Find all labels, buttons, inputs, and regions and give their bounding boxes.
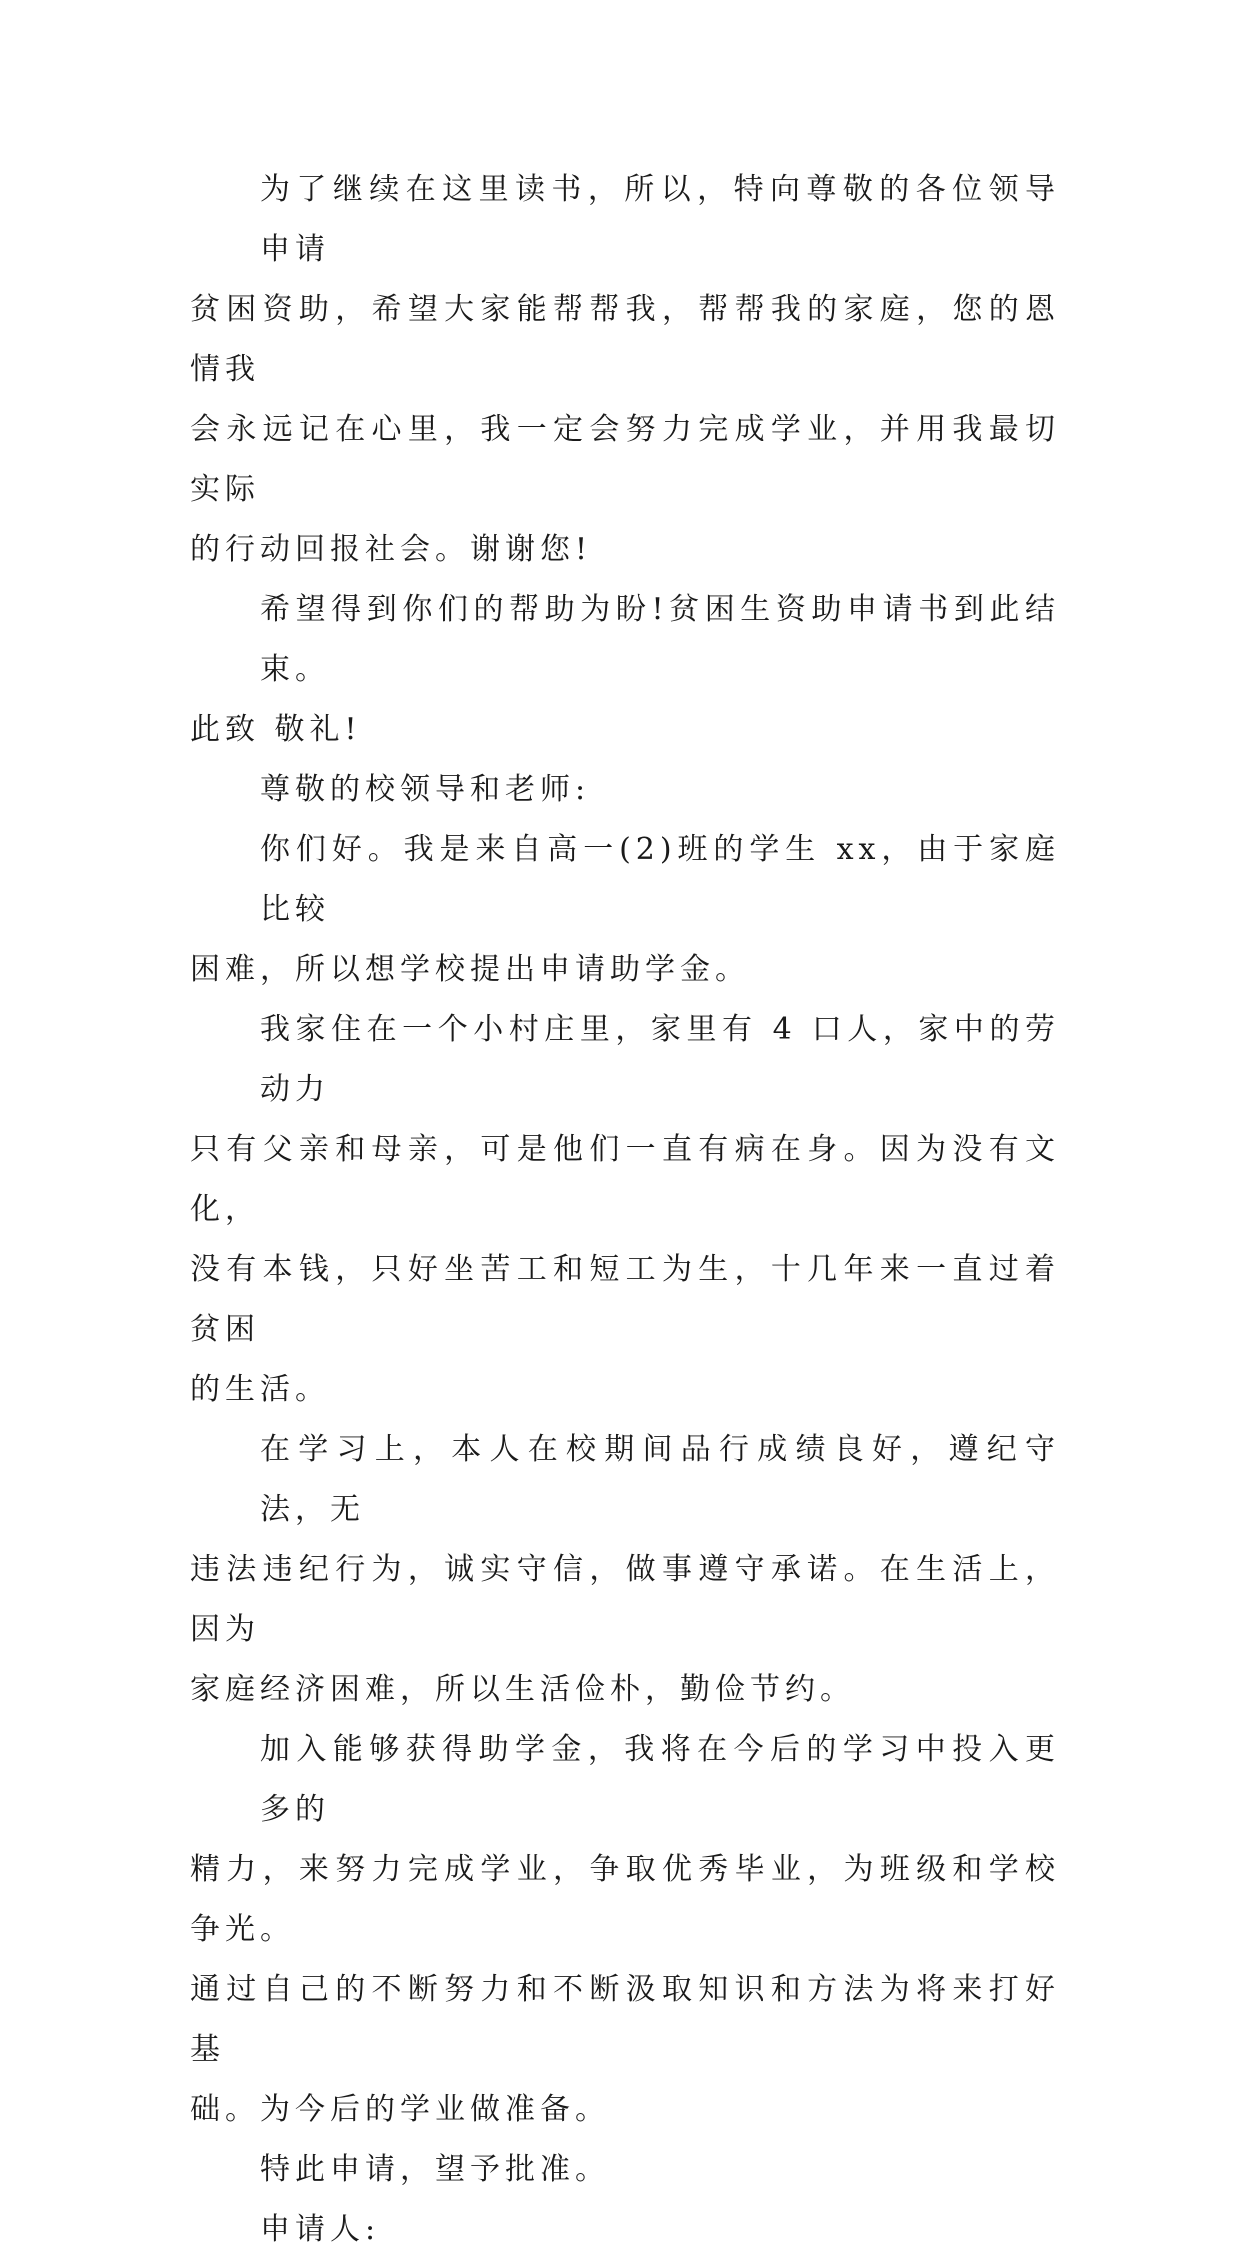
text-line: 只有父亲和母亲，可是他们一直有病在身。因为没有文化，: [190, 1132, 1060, 1227]
closing-request: [190, 2140, 1060, 2200]
text-line: 特此申请，望予批准。: [260, 2152, 610, 2187]
paragraph-1: [190, 160, 1060, 580]
paragraph-intro: [190, 820, 1060, 1000]
text-line: 贫困资助，希望大家能帮帮我，帮帮我的家庭，您的恩情我: [190, 292, 1060, 387]
paragraph-family: [190, 1000, 1060, 1420]
text-line: 希望得到你们的帮助为盼!贫困生资助申请书到此结束。: [260, 592, 1060, 687]
text-line: 通过自己的不断努力和不断汲取知识和方法为将来打好基: [190, 1972, 1060, 2067]
paragraph-study: [190, 1420, 1060, 1720]
paragraph-plan: [190, 1720, 1060, 2140]
text-line: 违法违纪行为，诚实守信，做事遵守承诺。在生活上，因为: [190, 1552, 1060, 1647]
salutation: [190, 760, 1060, 820]
text-line: 为了继续在这里读书，所以，特向尊敬的各位领导申请: [260, 172, 1060, 267]
text-line: 础。为今后的学业做准备。: [190, 2092, 610, 2127]
text-line: 家庭经济困难，所以生活俭朴，勤俭节约。: [190, 1672, 855, 1707]
text-line: 你们好。我是来自高一(2)班的学生 xx，由于家庭比较: [260, 832, 1060, 927]
text-line: 困难，所以想学校提出申请助学金。: [190, 952, 750, 987]
text-line: 没有本钱，只好坐苦工和短工为生，十几年来一直过着贫困: [190, 1252, 1060, 1347]
text-line: 的行动回报社会。谢谢您!: [190, 532, 593, 567]
text-line: 的生活。: [190, 1372, 330, 1407]
text-line: 此致 敬礼!: [190, 712, 362, 747]
text-line: 尊敬的校领导和老师:: [260, 772, 591, 807]
text-line: 会永远记在心里，我一定会努力完成学业，并用我最切实际: [190, 412, 1060, 507]
text-line: 我家住在一个小村庄里，家里有 4 口人，家中的劳动力: [260, 1012, 1060, 1107]
text-line: 加入能够获得助学金，我将在今后的学习中投入更多的: [260, 1732, 1060, 1827]
document-body: [190, 160, 1060, 2260]
text-line: 精力，来努力完成学业，争取优秀毕业，为班级和学校争光。: [190, 1852, 1060, 1947]
applicant-signature: [190, 2200, 1060, 2260]
text-line: 在学习上，本人在校期间品行成绩良好，遵纪守法，无: [260, 1432, 1060, 1527]
text-line: 申请人:: [260, 2212, 381, 2247]
paragraph-2: [190, 580, 1060, 760]
